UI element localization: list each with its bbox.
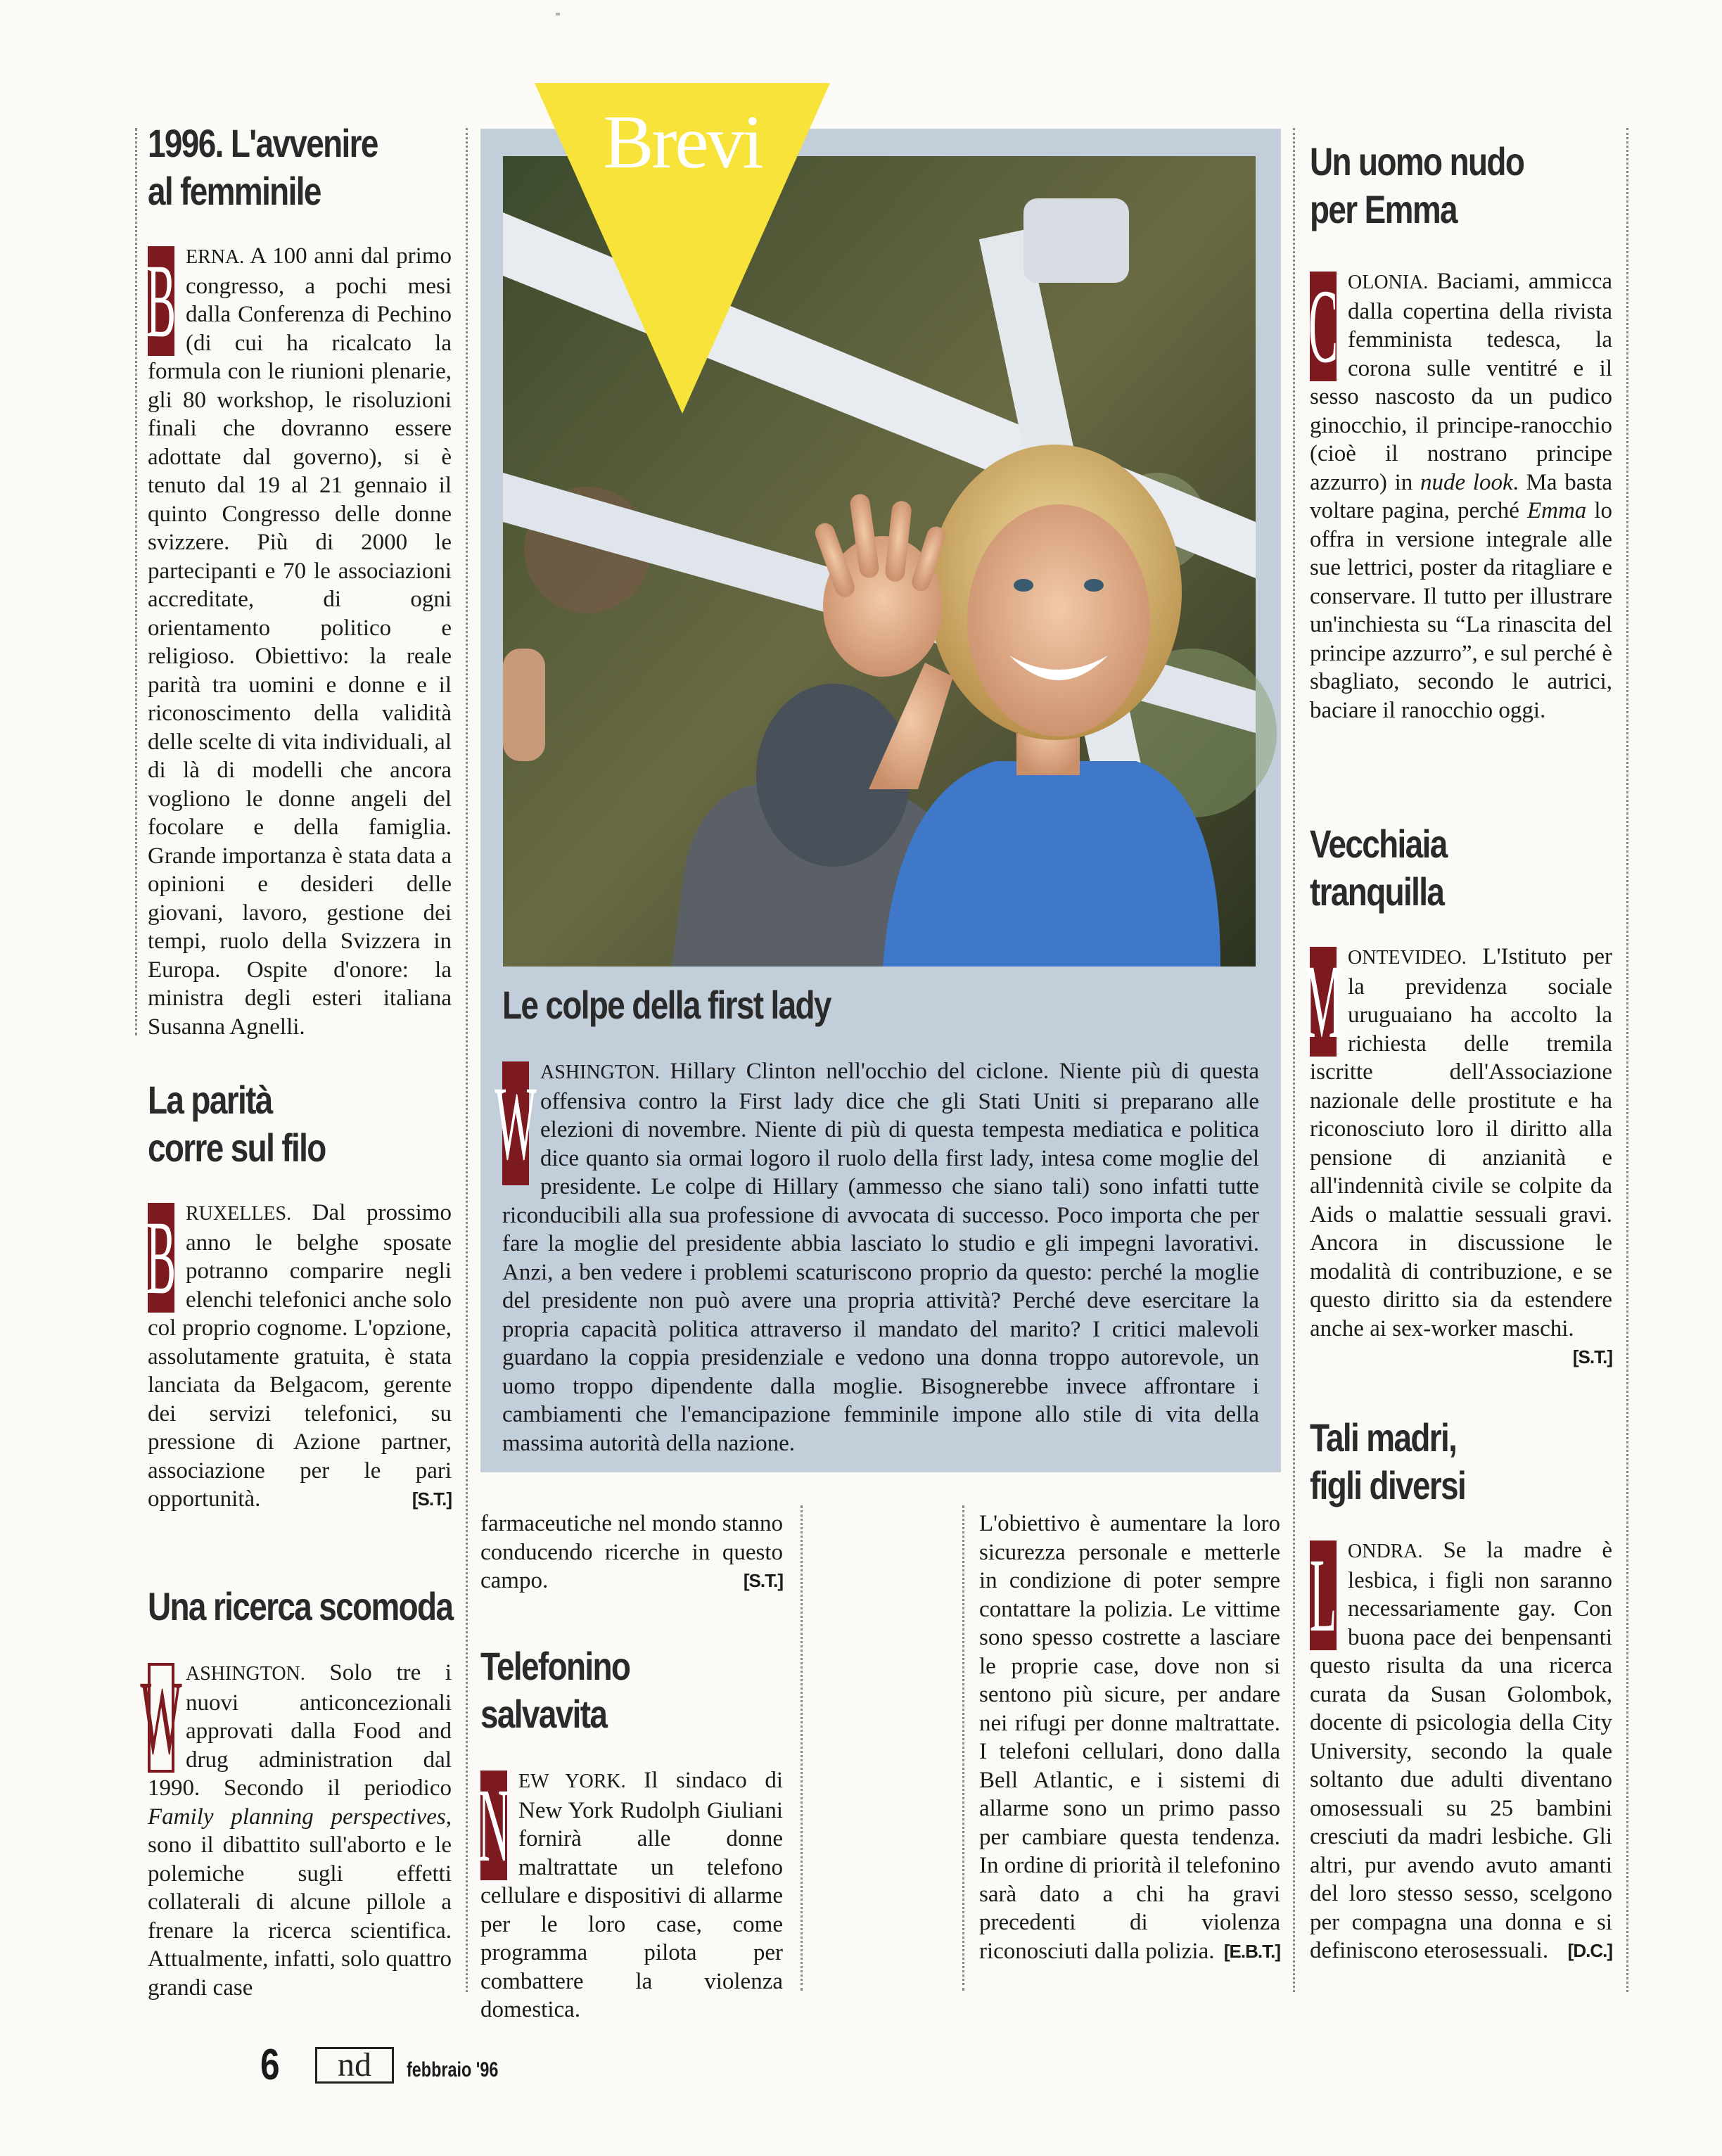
dateline: RUXELLES.	[186, 1203, 292, 1225]
dateline: ERNA.	[186, 246, 245, 268]
feature-headline: Le colpe della first lady	[502, 983, 831, 1027]
dateline: OLONIA.	[1348, 272, 1429, 293]
feature-body: W ASHINGTON. Hillary Clinton nell'occhio del ciclone. Niente più di questa offensiva contro la First lady dice che gli Stati Uniti si preparano alle elezioni di novembre. Niente di più di questa tempesta mediatica e politica dice quanto sia ormai logoro il ruolo della first lady, intesa come moglie del presidente. Le colpe di Hillary (ammesso che siano tali) sono infatti tutte riconducibili alla sua professione di avvocata di successo. Poco importa che per fare la moglie del presidente abbia lasciato lo studio e gli impegni lavorativi. Anzi, a ben vedere i problemi scaturiscono proprio da questo: perché la moglie del presidente non può avere una propria attività? Perché deve esercitare la propria capacità politica attraverso il mandato del marito? I critici malevoli guardano la coppia presidenziale e vedono una donna troppo autorevole, un uomo troppo dipendente dalla moglie. Bisognerebbe invece affrontare i cambiamenti che l'emancipazione femminile impone allo stile di vita della massima autorità della nazione.	[495, 1059, 1259, 1456]
dateline: EW YORK.	[518, 1771, 626, 1792]
article-avvenire	[148, 120, 452, 1041]
author-signature: [S.T.]	[1572, 1346, 1612, 1367]
article-body: L ONDRA. Se la madre è lesbica, i figli non saranno necessariamente gay. Con buona pace dei benpensanti questo risulta da una ricerca curata da Susan Golombok, docente di psicologia della City University, secondo la quale soltanto due adulti diventano omosessuali su 25 bambini cresciuti da madri lesbiche. Gli altri, pur avendo avuto amanti del loro stesso sesso, scelgono per compagna una donna e si definiscono eterosessuali. [D.C.]	[1310, 1536, 1612, 1965]
column-rule	[466, 128, 468, 1992]
article-body: C OLONIA. Baciami, ammicca dalla copertina della rivista femminista tedesca, la corona sulle ventitré e il sesso nascosto da un pudico ginocchio, il principe-ranocchio (cioè il nostrano principe azzurro) in nude look. Ma basta voltare pagina, perché Emma lo offra in versione integrale alle sue lettrici, poster da ritagliare e conservare. Il tutto per illustrare un'inchiesta su “La rinascita del principe azzurro”, e sul perché è sbagliato, secondo le autrici, baciare il ranocchio oggi.	[1308, 268, 1613, 723]
headline: Vecchiaia tranquilla	[1310, 822, 1447, 914]
dropcap: L	[1309, 1537, 1337, 1654]
dateline: ONTEVIDEO.	[1348, 947, 1467, 969]
article-uomo-nudo	[1310, 138, 1612, 725]
column-rule	[801, 1505, 803, 1991]
dropcap: N	[478, 1767, 510, 1884]
article-vecchiaia	[1303, 820, 1612, 1372]
author-signature: [D.C.]	[1567, 1940, 1612, 1961]
headline: Una ricerca scomoda	[148, 1584, 453, 1628]
dropcap: M	[1303, 943, 1344, 1060]
article-body: N EW YORK. Il sindaco di New York Rudolph Giuliani fornirà alle donne maltrattate un telefono cellulare e dispositivi di allarme per le loro case, come programma pilota per combattere la violenza domestica.	[478, 1767, 783, 2022]
article-body: L'obiettivo è aumentare la loro sicurezza personale e metterle in condizione di poter sempre contattare la polizia. Le vittime sono spesso costrette a lasciare le proprie case, dove non si sentono più sicure, per andare nei rifugi per donne maltrattate. I telefoni cellulari, dono dalla Bell Atlantic, e i sistemi di allarme sono un primo passo per cambiare questa tendenza. In ordine di priorità il telefonino sarà dato a chi ha gravi precedenti di violenza riconosciuti dalla polizia. [E.B.T.]	[979, 1510, 1280, 1965]
dateline: ASHINGTON.	[540, 1061, 660, 1083]
article-body: M ONTEVIDEO. L'Istituto per la previdenza sociale uruguaiano ha accolto la richiesta delle tremila iscritte dell'Associazione nazionale delle prostitute e ha riconosciuto loro il diritto alla pensione di anzianità e all'indennità civile se colpite da Aids o malattie sessuali gravi. Ancora in discussione le modalità di contribuzione, e se questo diritto sia da estendere anche ai sex-worker maschi. [S.T.]	[1310, 943, 1612, 1343]
issue-date: febbraio '96	[407, 2058, 499, 2081]
emphasis: nude look	[1420, 469, 1513, 495]
print-mark	[556, 13, 560, 15]
magazine-logo: nd	[315, 2047, 394, 2084]
author-signature: [S.T.]	[412, 1488, 452, 1510]
dropcap: W	[502, 1061, 529, 1185]
article-ricerca-continuation	[480, 1510, 783, 1595]
dropcap: B	[146, 243, 177, 359]
dropcap: W	[140, 1659, 182, 1776]
article-body: W ASHINGTON. Solo tre i nuovi anticoncezionali approvati dalla Food and drug administration dal 1990. Secondo il periodico Family planning perspectives, sono il dibattito sull'aborto e le polemiche sugli effetti collaterali di alcune pillole a frenare la ricerca scientifica. Attualmente, infatti, solo quattro grandi case	[140, 1659, 452, 2001]
headline: Un uomo nudo per Emma	[1310, 139, 1524, 231]
section-label: Brevi	[603, 101, 762, 184]
dateline: ONDRA.	[1348, 1541, 1423, 1562]
article-body: B ERNA. A 100 anni dal primo congresso, a pochi mesi dalla Conferenza di Pechino (di cui ha ricalcato la formula con le riunioni plenarie, gli 80 workshop, le risoluzioni finali che dovranno essere adottate dal governo), si è tenuto dal 19 al 21 gennaio il quinto Congresso delle donne svizzere. Più di 2000 le partecipanti e 70 le associazioni accreditate, di ogni orientamento politico e religioso. Obiettivo: la reale parità tra uomini e donne e il riconoscimento della validità delle scelte di vita individuali, al di là di modelli che ancora vogliono le donne angeli del focolare e della famiglia. Grande importanza è stata data a opinioni e desideri delle giovani, lavoro, gestione dei tempi, ruolo della Svizzera in Europa. Ospite d'onore: la ministra degli esteri italiana Susanna Agnelli.	[146, 243, 452, 1040]
headline: La parità corre sul filo	[148, 1078, 326, 1170]
column-rule	[1293, 128, 1295, 1992]
headline: Tali madri, figli diversi	[1310, 1415, 1466, 1507]
article-telefonino-continuation	[979, 1510, 1280, 1965]
headline: 1996. L'avvenire al femminile	[148, 121, 378, 213]
column-rule	[135, 128, 137, 1035]
author-signature: [S.T.]	[743, 1570, 783, 1591]
article-telefonino	[480, 1642, 783, 2024]
page-number: 6	[260, 2041, 280, 2089]
article-body: farmaceutiche nel mondo stanno conducendo ricerche in questo campo. [S.T.]	[480, 1510, 783, 1595]
author-signature: [E.B.T.]	[1223, 1940, 1280, 1962]
article-parita	[148, 1076, 452, 1514]
column-rule	[962, 1505, 964, 1991]
article-tali-madri	[1310, 1414, 1612, 1965]
column-rule	[1626, 128, 1628, 1992]
dropcap: C	[1308, 268, 1339, 385]
dateline: ASHINGTON.	[186, 1663, 305, 1685]
journal-name: Family planning perspectives	[148, 1804, 446, 1830]
headline: Telefonino salvavita	[480, 1644, 630, 1736]
article-ricerca	[140, 1583, 453, 2002]
article-body: B RUXELLES. Dal prossimo anno le belghe sposate potranno comparire negli elenchi telefonici anche solo col proprio cognome. L'opzione, assolutamente gratuita, è stata lanciata da Belgacom, gerente dei servizi telefonici, su pressione di Azione partner, associazione per le pari opportunità. [S.T.]	[148, 1199, 452, 1514]
magazine-name: Emma	[1526, 498, 1587, 523]
dropcap: B	[146, 1199, 177, 1316]
